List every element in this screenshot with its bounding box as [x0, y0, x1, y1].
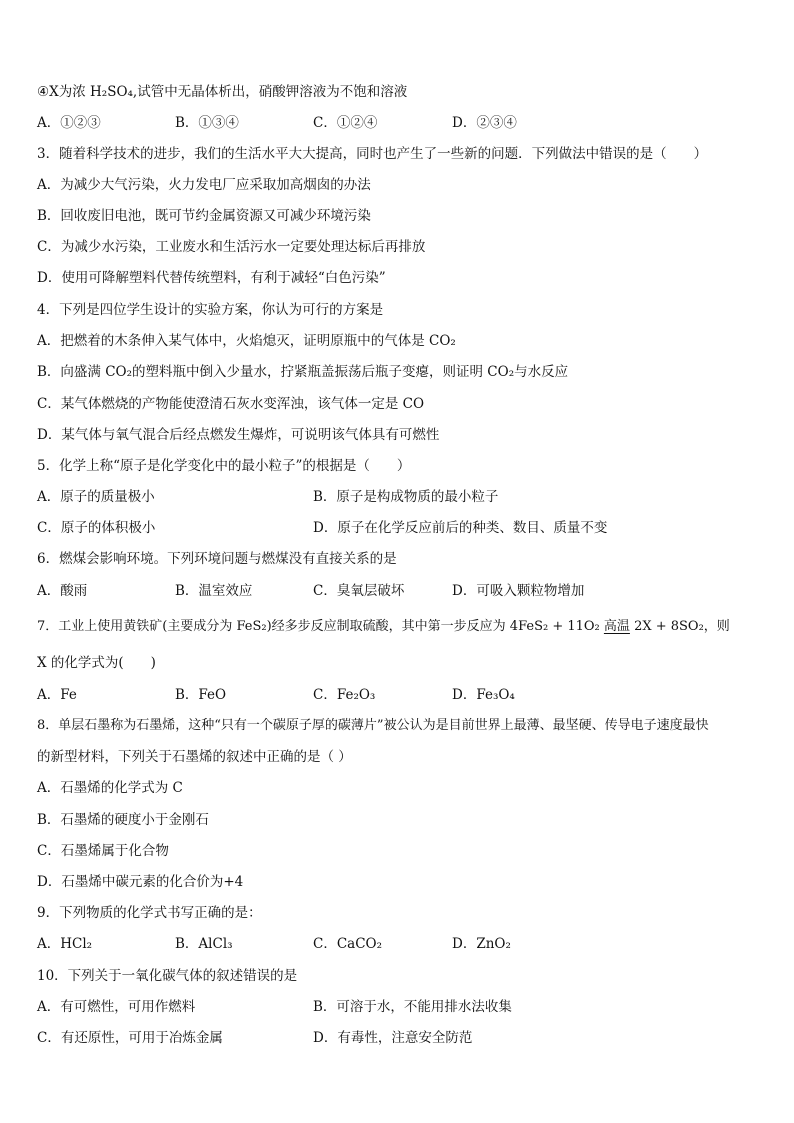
q6-option-c: C．臭氧层破坏 [313, 583, 405, 599]
q8-option-b: B．石墨烯的硬度小于金刚石 [37, 812, 209, 828]
q4-option-c: C．某气体燃烧的产物能使澄清石灰水变浑浊，该气体一定是 CO [37, 396, 425, 412]
q8-stem-line-2: 的新型材料，下列关于石墨烯的叙述中正确的是（ ） [37, 749, 352, 765]
q3-option-d: D．使用可降解塑料代替传统塑料，有利于减轻“白色污染” [37, 270, 386, 286]
q2-option-c: C．①②④ [313, 115, 378, 131]
q9-option-a: A．HCl₂ [37, 936, 93, 952]
q5-option-b: B．原子是构成物质的最小粒子 [313, 489, 499, 505]
q9-option-d: D．ZnO₂ [452, 936, 511, 952]
q10-option-b: B．可溶于水，不能用排水法收集 [313, 999, 512, 1015]
q7-option-b: B．FeO [175, 687, 227, 703]
q5-option-c: C．原子的体积极小 [37, 520, 156, 536]
q3-option-b: B．回收废旧电池，既可节约金属资源又可减少环境污染 [37, 208, 371, 224]
q3-option-c: C．为减少水污染，工业废水和生活污水一定要处理达标后再排放 [37, 239, 426, 255]
question-1-option-4: ④X为浓 H₂SO₄,试管中无晶体析出，硝酸钾溶液为不饱和溶液 [37, 84, 408, 100]
q4-stem: 4．下列是四位学生设计的实验方案，你认为可行的方案是 [37, 302, 384, 318]
q7-stem-part-2: 2X + 8SO₂，则 [634, 619, 730, 634]
q9-stem: 9．下列物质的化学式书写正确的是： [37, 905, 262, 921]
q10-stem: 10．下列关于一氧化碳气体的叙述错误的是 [37, 968, 298, 984]
q2-option-a: A．①②③ [37, 115, 101, 131]
q4-option-b: B．向盛满 CO₂的塑料瓶中倒入少量水，拧紧瓶盖振荡后瓶子变瘪，则证明 CO₂与水反应 [37, 364, 569, 380]
q9-option-c: C．CaCO₂ [313, 936, 383, 952]
q7-stem-line-2: X 的化学式为( ) [37, 655, 156, 671]
q2-option-b: B．①③④ [175, 115, 239, 131]
q7-stem-part-1: 7．工业上使用黄铁矿(主要成分为 FeS₂)经多步反应制取硫酸，其中第一步反应为 4FeS₂ + 11O₂ [37, 619, 600, 634]
q8-stem-line-1: 8．单层石墨称为石墨烯，这种“只有一个碳原子厚的碳薄片”被公认为是目前世界上最薄、最坚硬、传导电子速度最快 [37, 718, 709, 733]
q9-option-b: B．AlCl₃ [175, 936, 233, 952]
q5-stem: 5．化学上称“原子是化学变化中的最小粒子”的根据是（ ） [37, 458, 411, 474]
q3-stem: 3．随着科学技术的进步，我们的生活水平大大提高，同时也产生了一些新的问题．下列做法中错误的是（ ） [37, 146, 708, 162]
q6-option-d: D．可吸入颗粒物增加 [452, 583, 585, 599]
q7-stem-line-1 [37, 618, 730, 636]
q10-option-a: A．有可燃性，可用作燃料 [37, 999, 196, 1015]
q6-option-b: B．温室效应 [175, 583, 253, 599]
q8-option-a: A．石墨烯的化学式为 C [37, 780, 183, 796]
q4-option-d: D．某气体与氧气混合后经点燃发生爆炸，可说明该气体具有可燃性 [37, 427, 440, 443]
q10-option-c: C．有还原性，可用于冶炼金属 [37, 1030, 223, 1046]
q6-option-a: A．酸雨 [37, 583, 88, 599]
q7-option-d: D．Fe₃O₄ [452, 687, 515, 703]
q7-reaction-condition: 高温 [603, 619, 630, 634]
q7-option-c: C．Fe₂O₃ [313, 687, 376, 703]
q8-option-d: D．石墨烯中碳元素的化合价为+4 [37, 874, 244, 890]
q4-option-a: A．把燃着的木条伸入某气体中，火焰熄灭，证明原瓶中的气体是 CO₂ [37, 333, 456, 349]
q2-option-d: D．②③④ [452, 115, 517, 131]
q10-option-d: D．有毒性，注意安全防范 [313, 1030, 473, 1046]
q5-option-d: D．原子在化学反应前后的种类、数目、质量不变 [313, 520, 608, 536]
q3-option-a: A．为减少大气污染，火力发电厂应采取加高烟囱的办法 [37, 177, 371, 193]
q6-stem: 6．燃煤会影响环境。下列环境问题与燃煤没有直接关系的是 [37, 551, 397, 567]
q7-option-a: A．Fe [37, 687, 77, 703]
q5-option-a: A．原子的质量极小 [37, 489, 155, 505]
q8-option-c: C．石墨烯属于化合物 [37, 843, 169, 859]
